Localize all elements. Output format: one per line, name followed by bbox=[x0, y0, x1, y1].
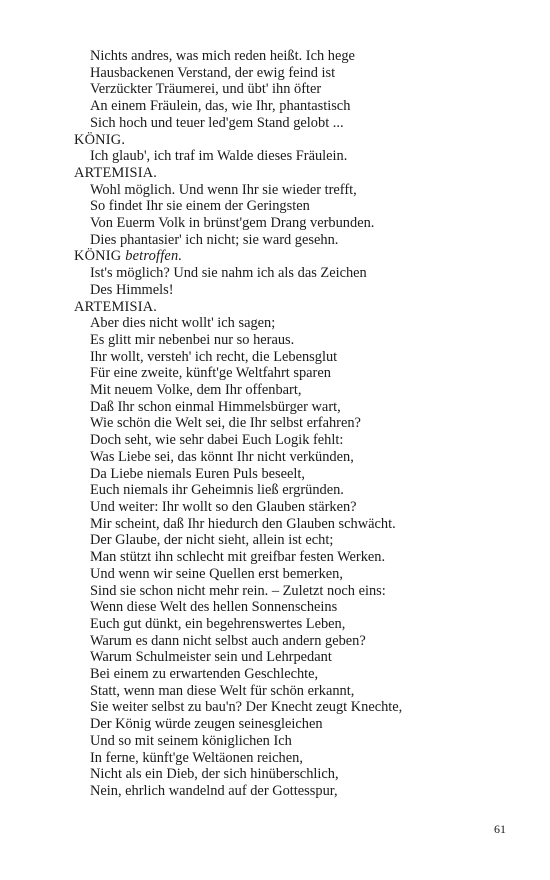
speaker-name: KÖNIG bbox=[74, 248, 122, 265]
verse-text: Ist's möglich? Und sie nahm ich als das Zeichen bbox=[90, 265, 367, 282]
verse-text: In ferne, künft'ge Weltäonen reichen, bbox=[90, 749, 303, 766]
verse-line bbox=[74, 81, 514, 98]
verse-text: Euch gut dünkt, ein begehrenswertes Leben, bbox=[90, 615, 346, 632]
verse-line bbox=[74, 716, 514, 733]
drama-text bbox=[74, 48, 514, 800]
verse-line bbox=[74, 365, 514, 382]
speaker-line bbox=[74, 165, 514, 182]
verse-text: Euch niemals ihr Geheimnis ließ ergründen. bbox=[90, 482, 344, 499]
verse-line bbox=[74, 449, 514, 466]
stage-direction: betroffen. bbox=[125, 248, 183, 265]
verse-line bbox=[74, 315, 514, 332]
verse-text: Und so mit seinem königlichen Ich bbox=[90, 732, 292, 749]
verse-text: Und wenn wir seine Quellen erst bemerken, bbox=[90, 565, 343, 582]
speaker-line bbox=[74, 299, 514, 316]
verse-text: Dies phantasier' ich nicht; sie ward gesehn. bbox=[90, 231, 339, 248]
verse-line bbox=[74, 399, 514, 416]
verse-text: Statt, wenn man diese Welt für schön erkannt, bbox=[90, 682, 355, 699]
verse-text: Nichts andres, was mich reden heißt. Ich hege bbox=[90, 48, 355, 64]
verse-text: Doch seht, wie sehr dabei Euch Logik fehlt: bbox=[90, 432, 344, 449]
verse-line bbox=[74, 482, 514, 499]
verse-line bbox=[74, 182, 514, 199]
verse-line bbox=[74, 666, 514, 683]
verse-text: Verzückter Träumerei, und übt' ihn öfter bbox=[90, 81, 322, 98]
verse-line bbox=[74, 432, 514, 449]
verse-text: Da Liebe niemals Euren Puls beseelt, bbox=[90, 465, 305, 482]
verse-line bbox=[74, 282, 514, 299]
speaker-name: ARTEMISIA. bbox=[74, 298, 158, 315]
verse-line bbox=[74, 516, 514, 533]
verse-line bbox=[74, 566, 514, 583]
verse-line bbox=[74, 583, 514, 600]
verse-text: Für eine zweite, künft'ge Weltfahrt sparen bbox=[90, 365, 331, 382]
verse-line bbox=[74, 733, 514, 750]
verse-text: Sie weiter selbst zu bau'n? Der Knecht zeugt Knechte, bbox=[90, 699, 403, 716]
verse-line bbox=[74, 198, 514, 215]
verse-text: Was Liebe sei, das könnt Ihr nicht verkünden, bbox=[90, 448, 354, 465]
verse-line bbox=[74, 265, 514, 282]
verse-line bbox=[74, 783, 514, 800]
verse-line bbox=[74, 649, 514, 666]
verse-line bbox=[74, 98, 514, 115]
verse-text: Hausbackenen Verstand, der ewig feind ist bbox=[90, 64, 336, 81]
verse-line bbox=[74, 549, 514, 566]
verse-line bbox=[74, 499, 514, 516]
verse-line bbox=[74, 599, 514, 616]
verse-line bbox=[74, 382, 514, 399]
verse-text: So findet Ihr sie einem der Geringsten bbox=[90, 198, 310, 215]
speaker-line bbox=[74, 132, 514, 149]
verse-line bbox=[74, 633, 514, 650]
verse-line bbox=[74, 349, 514, 366]
verse-line bbox=[74, 532, 514, 549]
verse-text: Der König würde zeugen seinesgleichen bbox=[90, 716, 323, 733]
verse-text: Ich glaub', ich traf im Walde dieses Fräulein. bbox=[90, 148, 348, 165]
verse-line bbox=[74, 115, 514, 132]
verse-text: Wie schön die Welt sei, die Ihr selbst erfahren? bbox=[90, 415, 361, 432]
verse-line bbox=[74, 415, 514, 432]
verse-text: Wenn diese Welt des hellen Sonnenscheins bbox=[90, 599, 338, 616]
verse-line bbox=[74, 332, 514, 349]
speaker-line bbox=[74, 248, 514, 265]
verse-text: Warum Schulmeister sein und Lehrpedant bbox=[90, 649, 332, 666]
verse-text: Sich hoch und teuer led'gem Stand gelobt ... bbox=[90, 114, 344, 131]
verse-line bbox=[74, 766, 514, 783]
verse-text: Nicht als ein Dieb, der sich hinüberschlich, bbox=[90, 766, 339, 783]
verse-line bbox=[74, 683, 514, 700]
verse-line bbox=[74, 616, 514, 633]
verse-line bbox=[74, 699, 514, 716]
verse-line bbox=[74, 750, 514, 767]
verse-text: Wohl möglich. Und wenn Ihr sie wieder trefft, bbox=[90, 181, 357, 198]
verse-text: Ihr wollt, versteh' ich recht, die Lebensglut bbox=[90, 348, 338, 365]
verse-line bbox=[74, 148, 514, 165]
speaker-name: ARTEMISIA. bbox=[74, 164, 158, 181]
verse-line bbox=[74, 215, 514, 232]
verse-line bbox=[74, 65, 514, 82]
verse-text: Sind sie schon nicht mehr rein. – Zuletzt noch eins: bbox=[90, 582, 386, 599]
verse-text: Bei einem zu erwartenden Geschlechte, bbox=[90, 666, 319, 683]
verse-text: Und weiter: Ihr wollt so den Glauben stärken? bbox=[90, 498, 357, 515]
verse-text: Nein, ehrlich wandelnd auf der Gottesspur, bbox=[90, 782, 338, 799]
verse-text: Man stützt ihn schlecht mit greifbar festen Werken. bbox=[90, 549, 386, 566]
verse-text: Der Glaube, der nicht sieht, allein ist echt; bbox=[90, 532, 334, 549]
verse-text: Mir scheint, daß Ihr hiedurch den Glauben schwächt. bbox=[90, 515, 396, 532]
verse-line bbox=[74, 232, 514, 249]
verse-text: Es glitt mir nebenbei nur so heraus. bbox=[90, 331, 295, 348]
verse-text: Warum es dann nicht selbst auch andern geben? bbox=[90, 632, 366, 649]
verse-text: Mit neuem Volke, dem Ihr offenbart, bbox=[90, 382, 302, 399]
verse-text: Aber dies nicht wollt' ich sagen; bbox=[90, 315, 276, 332]
speaker-name: KÖNIG. bbox=[74, 131, 126, 148]
verse-text: Des Himmels! bbox=[90, 281, 174, 298]
verse-text: Von Euerm Volk in brünst'gem Drang verbunden. bbox=[90, 215, 375, 232]
page-number: 61 bbox=[494, 822, 506, 836]
verse-text: An einem Fräulein, das, wie Ihr, phantastisch bbox=[90, 98, 351, 115]
verse-line bbox=[74, 48, 514, 65]
verse-text: Daß Ihr schon einmal Himmelsbürger wart, bbox=[90, 398, 341, 415]
verse-line bbox=[74, 466, 514, 483]
